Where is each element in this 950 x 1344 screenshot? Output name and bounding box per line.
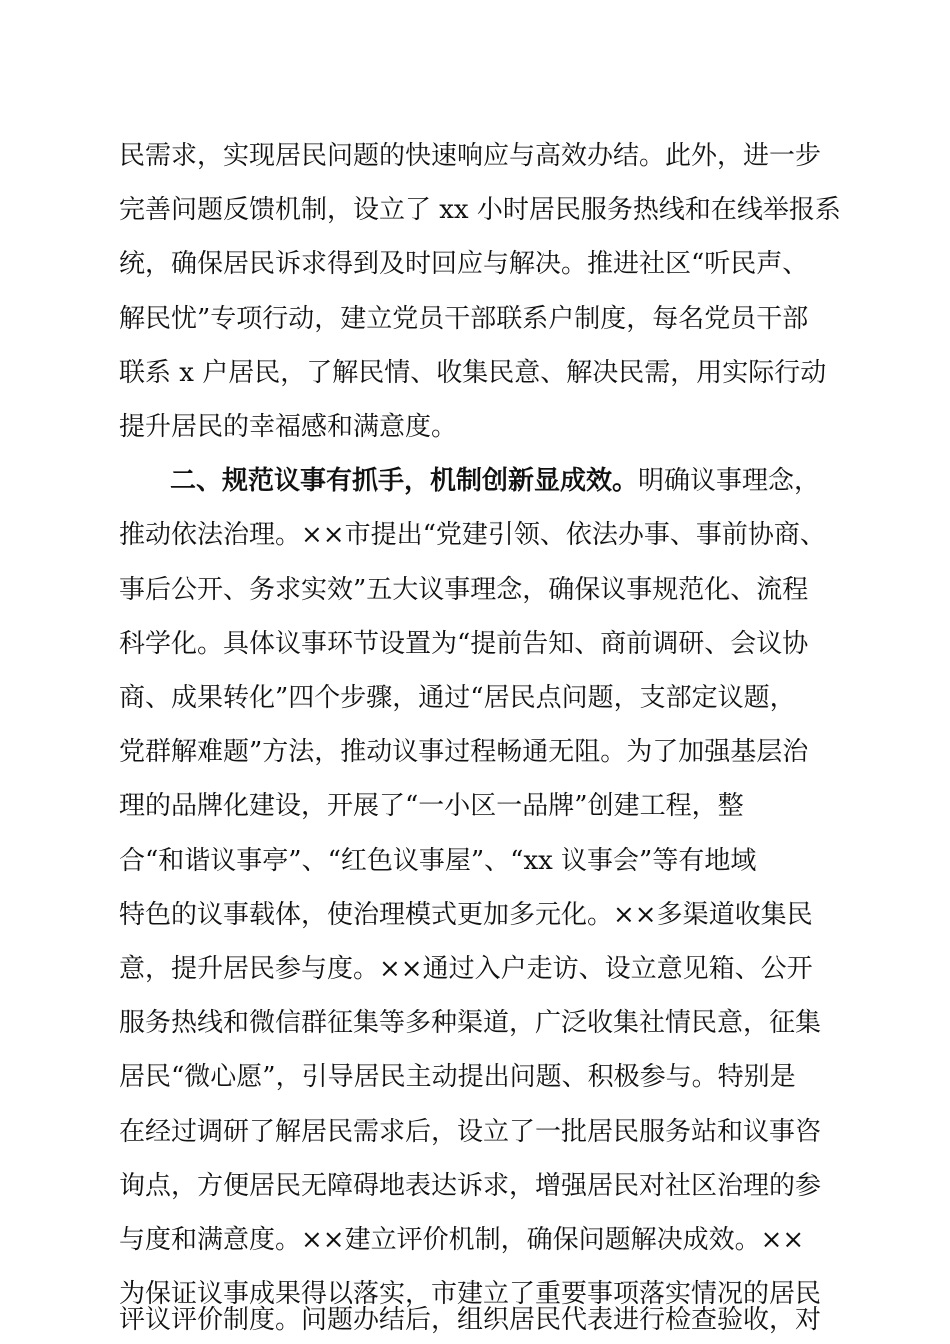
text-line: 提升居民的幸福感和满意度。 (119, 412, 458, 442)
section-heading-continuation: 明确议事理念， (638, 466, 821, 496)
text-line: 理的品牌化建设，开展了“一小区一品牌”创建工程，整 (119, 791, 744, 821)
text-line: 联系 x 户居民，了解民情、收集民意、解决民需，用实际行动 (119, 358, 827, 388)
text-line: 科学化。具体议事环节设置为“提前告知、商前调研、会议协 (119, 629, 809, 659)
text-line: 为保证议事成果得以落实，市建立了重要事项落实情况的居民 (119, 1279, 822, 1309)
text-line: 推动依法治理。××市提出“党建引领、依法办事、事前协商、 (119, 520, 826, 550)
text-line: 询点，方便居民无障碍地表达诉求，增强居民对社区治理的参 (119, 1171, 822, 1201)
text-line: 事后公开、务求实效”五大议事理念，确保议事规范化、流程 (119, 575, 809, 605)
section-heading-line (170, 460, 820, 503)
text-line: 在经过调研了解居民需求后，设立了一批居民服务站和议事咨 (119, 1117, 822, 1147)
text-line: 特色的议事载体，使治理模式更加多元化。××多渠道收集民 (119, 900, 813, 930)
text-line: 合“和谐议事亭”、“红色议事屋”、“xx 议事会”等有地域 (119, 846, 757, 876)
text-line: 解民忧”专项行动，建立党员干部联系户制度，每名党员干部 (119, 304, 809, 334)
text-line: 商、成果转化”四个步骤，通过“居民点问题，支部定议题， (119, 683, 796, 713)
text-line: 评议评价制度。问题办结后，组织居民代表进行检查验收，对 (119, 1305, 822, 1335)
text-line: 统，确保居民诉求得到及时回应与解决。推进社区“听民声、 (119, 249, 809, 279)
text-line: 意，提升居民参与度。××通过入户走访、设立意见箱、公开 (119, 954, 813, 984)
text-line: 居民“微心愿”，引导居民主动提出问题、积极参与。特别是 (119, 1062, 796, 1092)
text-line: 服务热线和微信群征集等多种渠道，广泛收集社情民意，征集 (119, 1008, 822, 1038)
text-line: 与度和满意度。××建立评价机制，确保问题解决成效。×× (119, 1225, 805, 1255)
text-line: 党群解难题”方法，推动议事过程畅通无阻。为了加强基层治 (119, 737, 809, 767)
text-line: 民需求，实现居民问题的快速响应与高效办结。此外，进一步 (119, 141, 822, 171)
text-line: 完善问题反馈机制，设立了 xx 小时居民服务热线和在线举报系 (119, 195, 841, 225)
section-heading: 二、规范议事有抓手，机制创新显成效。 (170, 466, 639, 496)
